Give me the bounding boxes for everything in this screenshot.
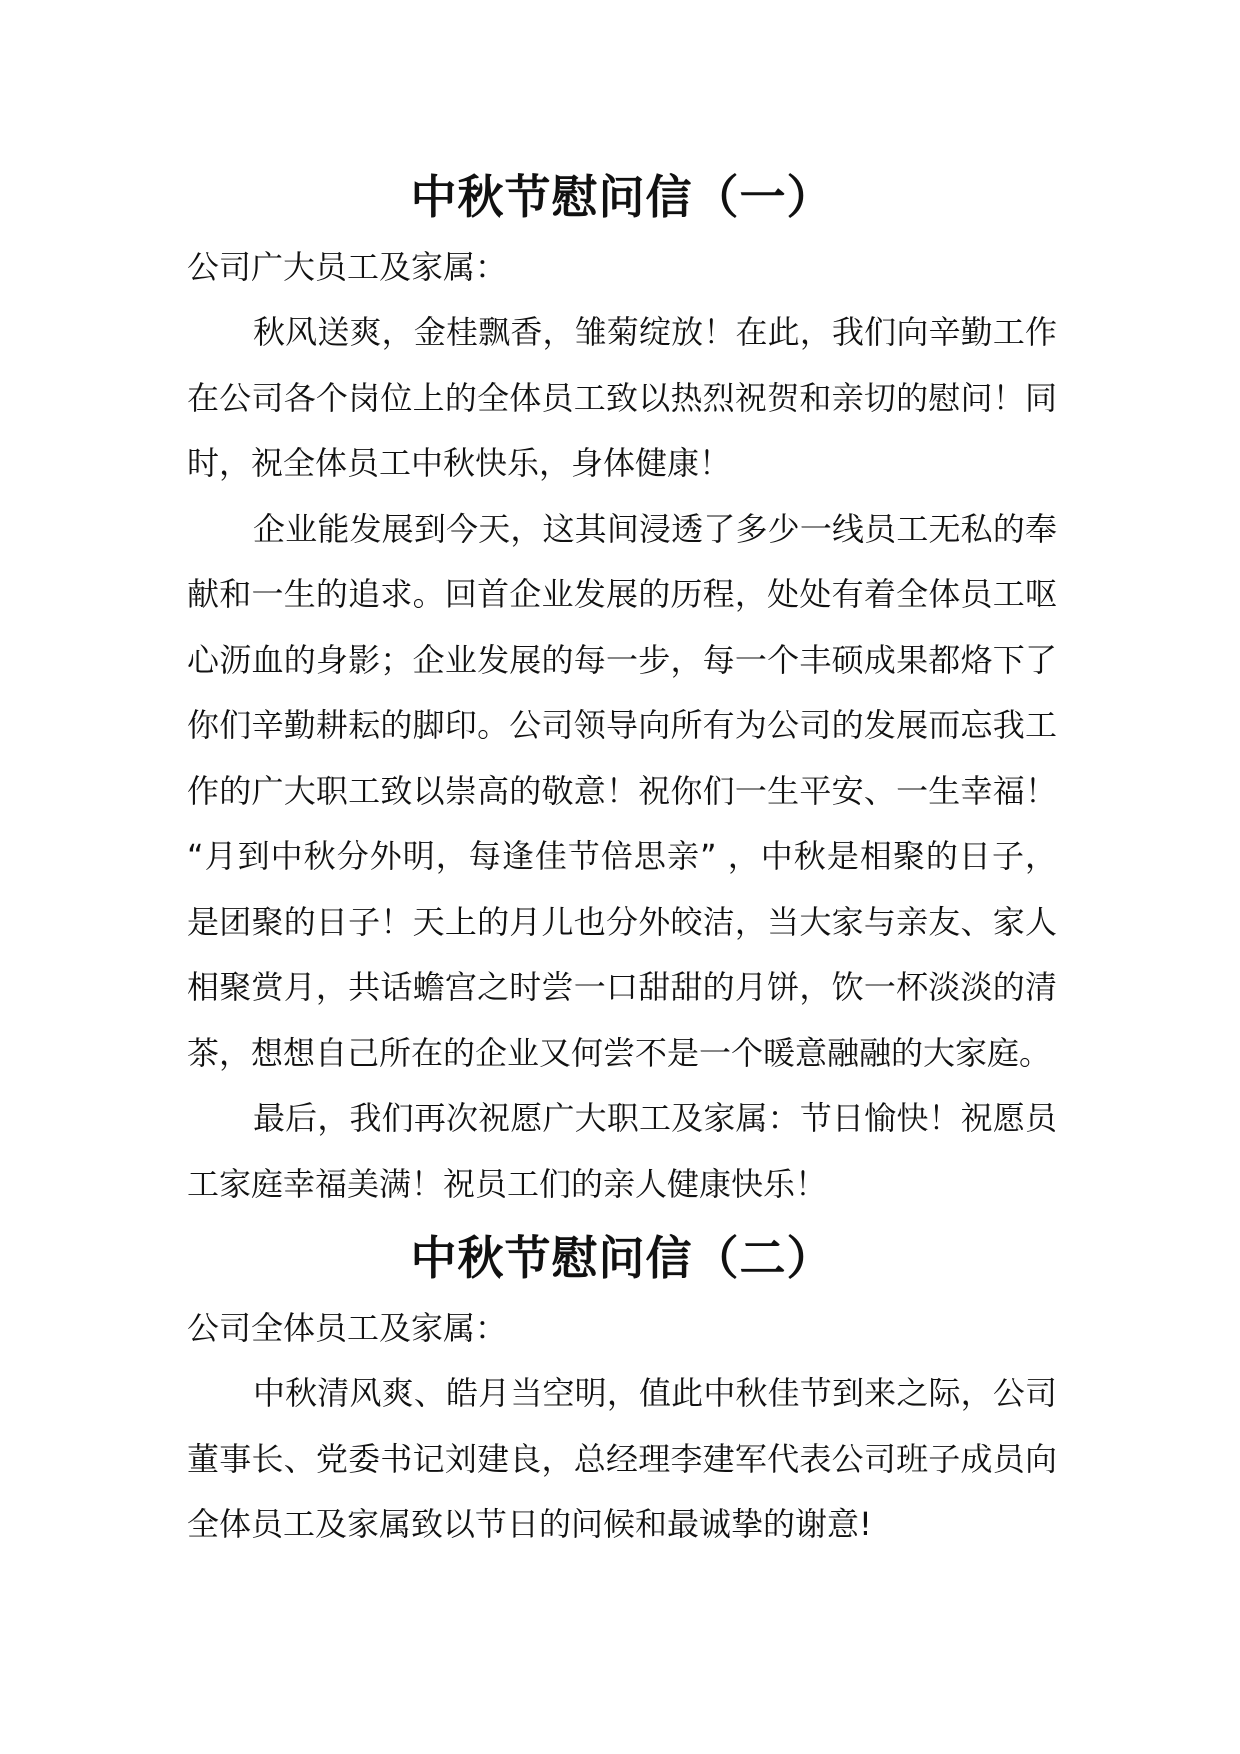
document-page (187, 160, 1057, 1558)
letter-1-paragraph-3: 最后，我们再次祝愿广大职工及家属：节日愉快！祝愿员工家庭幸福美满！祝员工们的亲人健康快乐！ (187, 1099, 1057, 1203)
letter-1-title: 中秋节慰问信（一） (410, 170, 834, 224)
letter-2-salutation: 公司全体员工及家属： (187, 1309, 508, 1347)
letter-1-salutation: 公司广大员工及家属： (187, 248, 508, 286)
letter-1-paragraph-1: 秋风送爽，金桂飘香，雏菊绽放！在此，我们向辛勤工作在公司各个岗位上的全体员工致以热烈祝贺和亲切的慰问！同时，祝全体员工中秋快乐，身体健康！ (187, 313, 1057, 482)
letter-1-paragraph-2: 企业能发展到今天，这其间浸透了多少一线员工无私的奉献和一生的追求。回首企业发展的历程，处处有着全体员工呕心沥血的身影；企业发展的每一步，每一个丰硕成果都烙下了你们辛勤耕耘的脚印。公司领导向所有为公司的发展而忘我工作的广大职工致以崇高的敬意！祝你们一生平安、一生幸福！ “月到中秋分外明，每逢佳节倍思亲” ，中秋是相聚的日子，是团聚的日子！天上的月儿也分外皎洁，当大家与亲友、家人相聚赏月，共话蟾宫之时尝一口甜甜的月饼，饮一杯淡淡的清茶，想想自己所在的企业又何尝不是一个暖意融融的大家庭。 (187, 509, 1057, 1072)
letter-2-title: 中秋节慰问信（二） (410, 1231, 834, 1285)
letter-2-paragraph-1: 中秋清风爽、皓月当空明，值此中秋佳节到来之际，公司董事长、党委书记刘建良，总经理李建军代表公司班子成员向全体员工及家属致以节日的问候和最诚挚的谢意! (187, 1374, 1057, 1543)
